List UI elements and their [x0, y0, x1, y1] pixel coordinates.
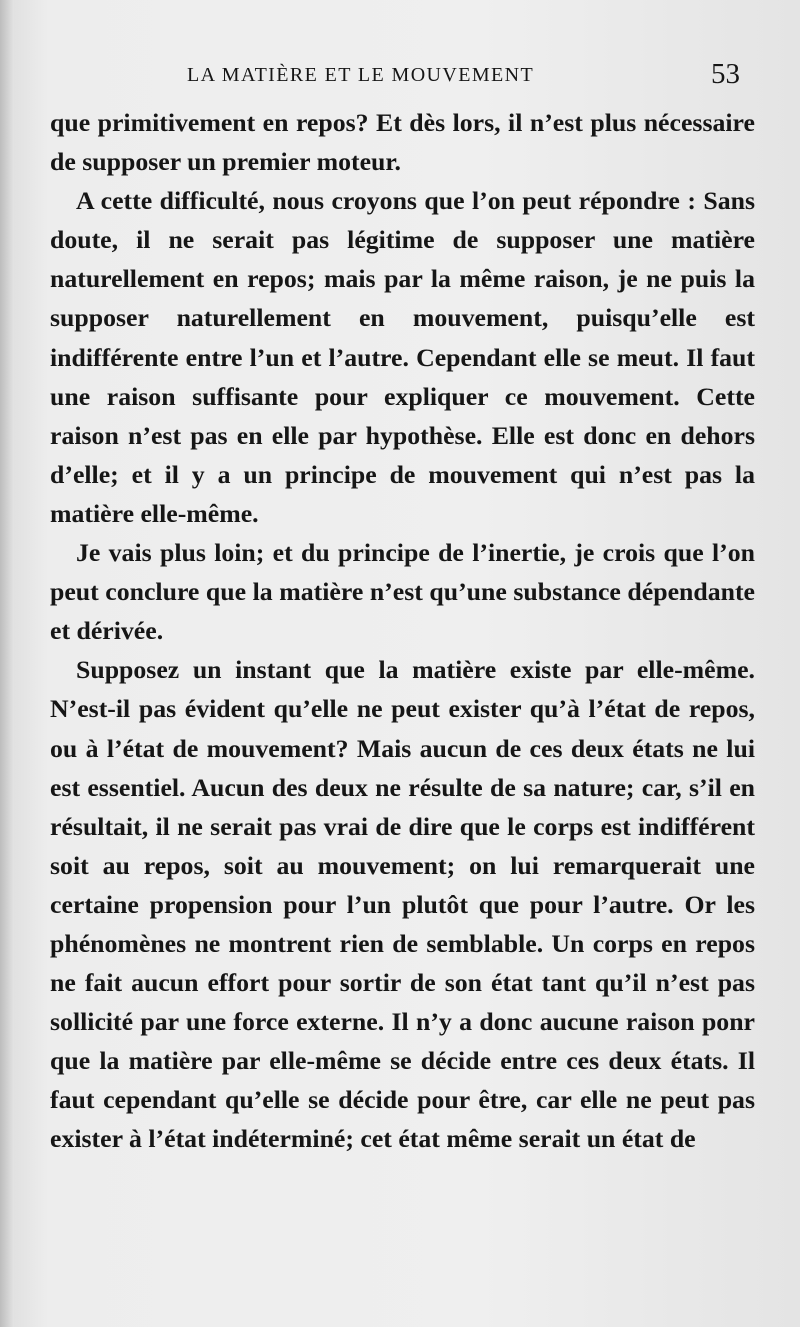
- paragraph: A cette difficulté, nous croyons que l’on peut répondre : Sans doute, il ne serait pas légitime de supposer une matière naturellement en repos; mais par la même raison, je ne puis la supposer naturellement en mouvement, puisqu’elle est indifférente entre l’un et l’autre. Cependant elle se meut. Il faut une raison suffisante pour expliquer ce mouvement. Cette raison n’est pas en elle par hypothèse. Elle est donc en dehors d’elle; et il y a un principe de mouvement qui n’est pas la matière elle-même.: [50, 186, 755, 528]
- paragraph: Je vais plus loin; et du principe de l’inertie, je crois que l’on peut conclure que la matière n’est qu’une substance dépendante et dérivée.: [50, 538, 755, 646]
- page-spine-shadow: [0, 0, 14, 1327]
- page-number: 53: [711, 58, 740, 90]
- paragraph-continued: que primitivement en repos? Et dès lors, il n’est plus nécessaire de supposer un premier moteur.: [50, 108, 755, 177]
- paragraph: Supposez un instant que la matière existe par elle-même. N’est-il pas évident qu’elle ne peut exister qu’à l’état de repos, ou à l’état de mouvement? Mais aucun de ces deux états ne lui est essentiel. Aucun des deux ne résulte de sa nature; car, s’il en résultait, il ne serait pas vrai de dire que le corps est indifférent soit au repos, soit au mouvement; on lui remarquerait une certaine propension pour l’un plutôt que pour l’autre. Or les phénomènes ne montrent rien de semblable. Un corps en repos ne fait aucun effort pour sortir de son état tant qu’il n’est pas sollicité par une force externe. Il n’y a donc aucune raison ponr que la matière par elle-même se décide entre ces deux états. Il faut cependant qu’elle se décide pour être, car elle ne peut pas exister à l’état indéterminé; cet état même serait un état de: [50, 655, 755, 1154]
- page-header: [52, 58, 740, 94]
- running-title: LA MATIÈRE ET LE MOUVEMENT: [187, 64, 535, 86]
- body-text: [50, 103, 755, 1159]
